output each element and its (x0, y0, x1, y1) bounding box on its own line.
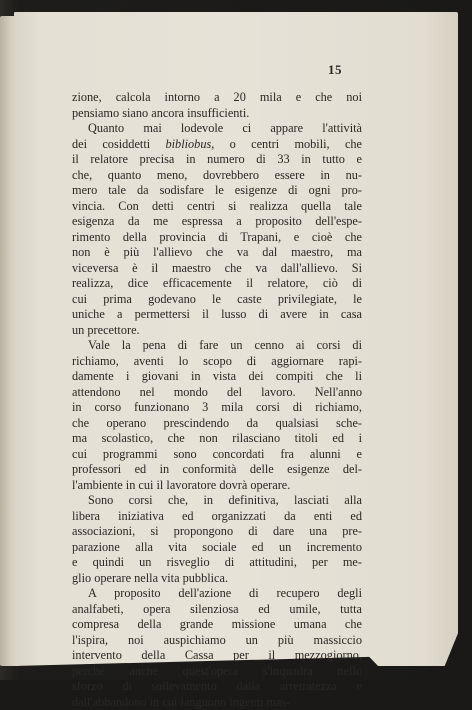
text-line: Vale la pena di fare un cenno ai corsi di (72, 338, 362, 354)
text-line: sforzo di sollevamento dalla arretratezza e (72, 679, 362, 695)
text-line: richiamo, aventi lo scopo di aggiornare rapi- (72, 354, 362, 370)
text-line: Sono corsi che, in definitiva, lasciati alla (72, 493, 362, 509)
paragraph (72, 121, 362, 338)
text-line: viceversa è il maestro che va dall'allievo. Si (72, 261, 362, 277)
text-line: A proposito dell'azione di recupero degli (72, 586, 362, 602)
text-line: ma scolastico, che non rilasciano titoli ed i (72, 431, 362, 447)
paragraph (72, 493, 362, 586)
text-line: uniche a permettersi il lusso di avere in casa (72, 307, 362, 323)
text-line: perché anche quest'opera s'inquadra nello (72, 664, 362, 680)
text-line: compresa della grande missione umana che (72, 617, 362, 633)
text-line: in corso funzionano 3 mila corsi di richiamo, (72, 400, 362, 416)
text-line: mero tale da sodisfare le esigenze di ogni pro- (72, 183, 362, 199)
text-line: esigenza da me espressa a proposito dell'espe- (72, 214, 362, 230)
text-line: associazioni, si propongono di dare una pre- (72, 524, 362, 540)
text-line: intervento della Cassa per il mezzogiorno, (72, 648, 362, 664)
text-line: zione, calcola intorno a 20 mila e che noi (72, 90, 362, 106)
text-line: glio operare nella vita pubblica. (72, 571, 362, 587)
body-text (72, 90, 362, 710)
paragraph (72, 586, 362, 710)
text-line: realizza, dice efficacemente il relatore, ciò di (72, 276, 362, 292)
text-line: l'ispira, noi auspichiamo un più massiccio (72, 633, 362, 649)
text-line: vincia. Con detti centri si realizza quella tale (72, 199, 362, 215)
text-line: il relatore precisa in numero di 33 in tutto e (72, 152, 362, 168)
text-line: analfabeti, opera silenziosa ed umile, tutta (72, 602, 362, 618)
text-line: e quindi un risveglio di attitudini, per me- (72, 555, 362, 571)
paragraph (72, 338, 362, 493)
text-line: dall'abbandono in cui languono ingenti mas- (72, 695, 362, 710)
text-line: un precettore. (72, 323, 362, 339)
text-line: pensiamo siano ancora insufficienti. (72, 106, 362, 122)
text-line: Quanto mai lodevole ci appare l'attività (72, 121, 362, 137)
text-line: rimento della provincia di Trapani, e cioè che (72, 230, 362, 246)
text-line: che, quanto meno, dovrebbero essere in nu- (72, 168, 362, 184)
paragraph (72, 90, 362, 121)
text-line: cui prima godevano le caste privilegiate, le (72, 292, 362, 308)
text-line: damente i giovani in vista dei compiti che li (72, 369, 362, 385)
text-line: non è più l'allievo che va dal maestro, ma (72, 245, 362, 261)
page-number: 15 (302, 62, 342, 78)
text-line: l'ambiente in cui il lavoratore dovrà operare. (72, 478, 362, 494)
text-line: che operano prescindendo da qualsiasi sche- (72, 416, 362, 432)
text-line: dei cosiddetti bibliobus, o centri mobili, che (72, 137, 362, 153)
text-line: parazione alla vita sociale ed un incremento (72, 540, 362, 556)
text-line: professori ed in conformità delle esigenze del- (72, 462, 362, 478)
text-line: libera iniziativa ed organizzati da enti ed (72, 509, 362, 525)
text-line: cui programmi sono concordati fra alunni e (72, 447, 362, 463)
text-line: attendono nel mondo del lavoro. Nell'anno (72, 385, 362, 401)
